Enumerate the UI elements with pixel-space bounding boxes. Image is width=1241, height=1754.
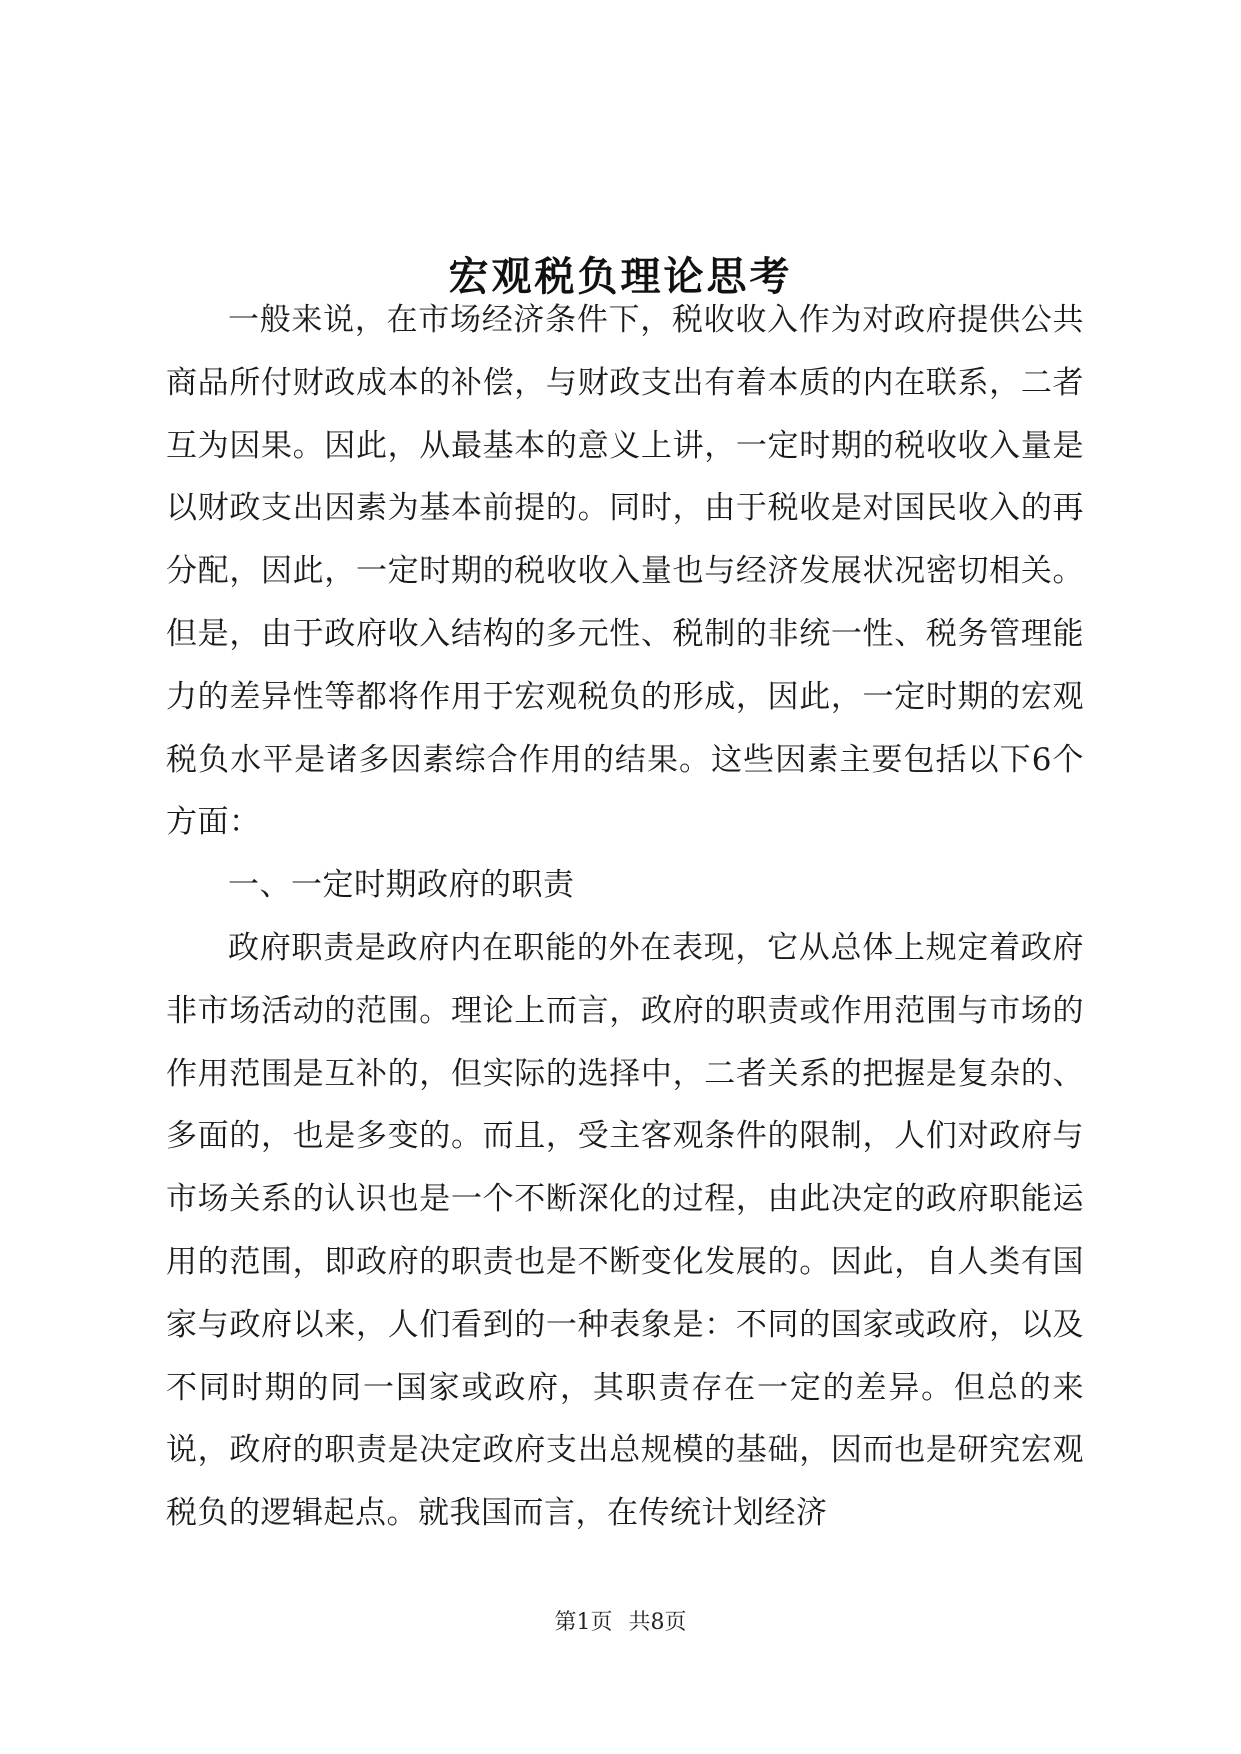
paragraph-government-duties: 政府职责是政府内在职能的外在表现，它从总体上规定着政府非市场活动的范围。理论上而言，政府的职责或作用范围与市场的作用范围是互补的，但实际的选择中，二者关系的把握是复杂的、多面的，也是多变的。而且，受主客观条件的限制，人们对政府与市场关系的认识也是一个不断深化的过程，由此决定的政府职能运用的范围，即政府的职责也是不断变化发展的。因此，自人类有国家与政府以来，人们看到的一种表象是：不同的国家或政府，以及不同时期的同一国家或政府，其职责存在一定的差异。但总的来说，政府的职责是决定政府支出总规模的基础，因而也是研究宏观税负的逻辑起点。就我国而言，在传统计划经济 [166,929,1084,1532]
paragraph-intro: 一般来说，在市场经济条件下，税收收入作为对政府提供公共商品所付财政成本的补偿，与财政支出有着本质的内在联系，二者互为因果。因此，从最基本的意义上讲，一定时期的税收收入量是以财政支出因素为基本前提的。同时，由于税收是对国民收入的再分配，因此，一定时期的税收收入量也与经济发展状况密切相关。但是，由于政府收入结构的多元性、税制的非统一性、税务管理能力的差异性等都将作用于宏观税负的形成，因此，一定时期的宏观税负水平是诸多因素综合作用的结果。这些因素主要包括以下6个方面： [166,302,1084,841]
section-heading-1: 一、一定时期政府的职责 [228,867,575,904]
document-body [166,289,1084,1545]
page-footer [0,1608,1241,1638]
page-number-current: 第1页 [554,1610,613,1635]
page-number-total: 共8页 [628,1610,687,1635]
page-title: 宏观税负理论思考 [448,252,793,300]
